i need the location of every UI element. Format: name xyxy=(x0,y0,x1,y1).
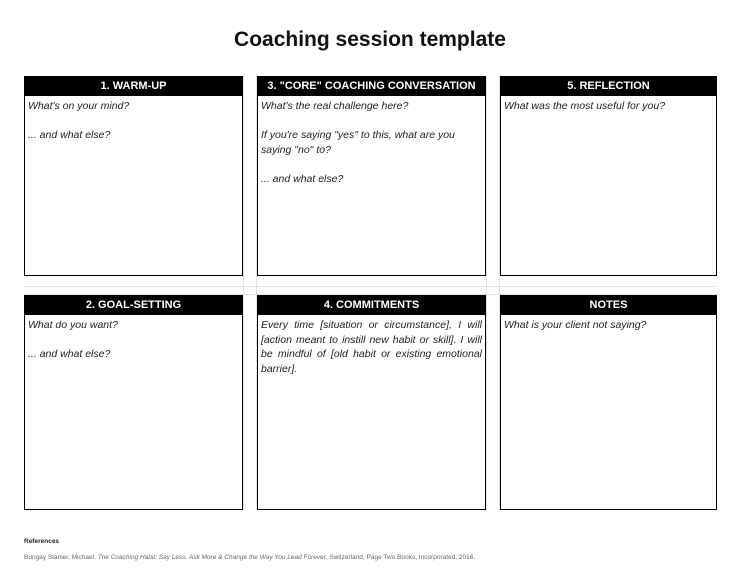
warmup-question-1: What's on your mind? xyxy=(28,100,130,112)
commitments-statement: Every time [situation or circumstance], I will [action meant to instill new habit or skill]. I will be mindful of [old habit or existing emotional barrier]. xyxy=(261,319,482,375)
notes-box xyxy=(500,295,717,510)
goal-setting-box xyxy=(24,295,243,510)
goal-setting-body[interactable] xyxy=(25,315,242,365)
core-conversation-header: 3. "CORE" COACHING CONVERSATION xyxy=(258,77,485,96)
warmup-box xyxy=(24,76,243,276)
citation-publisher: Switzerland, Page Two Books, Incorporated, 2016. xyxy=(329,554,476,561)
citation-author: Bungay Stanier, Michael. xyxy=(24,554,96,561)
commitments-header: 4. COMMITMENTS xyxy=(258,296,485,315)
citation-book-title: The Coaching Habit: Say Less, Ask More & Change the Way You Lead Forever. xyxy=(97,554,328,561)
warmup-header: 1. WARM-UP xyxy=(25,77,242,96)
warmup-body[interactable] xyxy=(25,96,242,146)
notes-question-1: What is your client not saying? xyxy=(504,319,647,331)
commitments-box xyxy=(257,295,486,510)
goal-question-2: ... and what else? xyxy=(28,348,111,360)
goal-question-1: What do you want? xyxy=(28,319,118,331)
reflection-header: 5. REFLECTION xyxy=(501,77,716,96)
core-question-2: If you're saying "yes" to this, what are you saying "no" to? xyxy=(261,129,455,156)
core-question-3: ... and what else? xyxy=(261,172,344,185)
core-conversation-body[interactable] xyxy=(258,96,485,189)
commitments-body[interactable] xyxy=(258,315,485,379)
reflection-question-1: What was the most useful for you? xyxy=(504,100,666,112)
warmup-question-2: ... and what else? xyxy=(28,129,111,141)
grid-line xyxy=(243,76,244,510)
notes-header: NOTES xyxy=(501,296,716,315)
references-heading: References xyxy=(24,538,60,545)
page-title: Coaching session template xyxy=(234,28,506,51)
reflection-box xyxy=(500,76,717,276)
reflection-body[interactable] xyxy=(501,96,716,117)
grid-line xyxy=(486,76,487,510)
grid-line xyxy=(24,286,717,287)
goal-setting-header: 2. GOAL-SETTING xyxy=(25,296,242,315)
core-question-1: What's the real challenge here? xyxy=(261,100,409,112)
references-citation xyxy=(24,554,475,561)
core-conversation-box xyxy=(257,76,486,276)
notes-body[interactable] xyxy=(501,315,716,336)
